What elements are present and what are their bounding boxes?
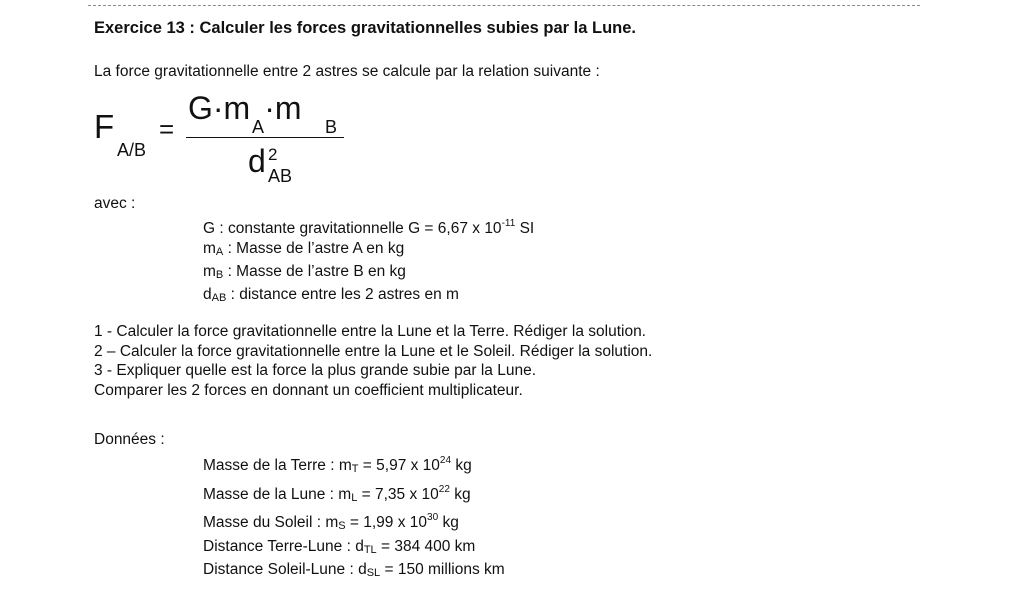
formula-lhs-sub: A/B (117, 140, 147, 160)
data-list (203, 451, 505, 584)
formula-num-sub-a: A (252, 117, 265, 137)
data-tl-value: = 384 400 km (376, 537, 476, 555)
data-sl-sub: SL (366, 567, 381, 579)
data-tl-sub: TL (363, 543, 377, 556)
question-1: 1 - Calculer la force gravitationnelle entre la Lune et la Terre. Rédiger la solution. (94, 323, 646, 340)
data-terre-sub: T (351, 463, 359, 475)
intro-text: La force gravitationnelle entre 2 astres se calcule par la relation suivante : (94, 63, 600, 80)
top-dashed-divider (88, 5, 920, 6)
definition-ma-sub: A (215, 246, 224, 258)
data-lune-sub: L (351, 491, 358, 504)
data-terre-value: = 5,97 x 10 (358, 457, 440, 474)
avec-label: avec : (94, 195, 136, 212)
definition-ma-symbol: m (203, 240, 216, 257)
data-tl-label: Distance Terre-Lune : d (203, 537, 364, 555)
definition-mb-symbol: m (203, 263, 216, 280)
formula-denominator: d (248, 143, 266, 179)
definition-g-exponent: -11 (501, 218, 516, 229)
formula-fraction-bar (186, 137, 344, 138)
question-3-compare: Comparer les 2 forces en donnant un coefficient multiplicateur. (94, 381, 523, 399)
definitions-list (203, 214, 534, 308)
questions-list (94, 322, 652, 400)
definition-g (203, 214, 534, 239)
data-soleil-lune (203, 560, 505, 584)
definition-mb-text: : Masse de l’astre B en kg (223, 263, 406, 280)
data-sl-value: = 150 millions km (380, 561, 505, 578)
formula-num-part1: G·m (188, 90, 251, 126)
definition-d-symbol: d (203, 286, 212, 303)
formula-num-sub-b: B (325, 117, 338, 137)
data-terre (203, 451, 505, 480)
formula-num-part2: ·m (264, 90, 302, 126)
question-2: 2 – Calculer la force gravitationnelle entre la Lune et le Soleil. Rédiger la solution. (94, 342, 653, 360)
formula-den-sup: 2 (268, 145, 278, 164)
definition-mb (203, 262, 534, 285)
data-lune (203, 480, 505, 509)
definition-d-text: : distance entre les 2 astres en m (226, 286, 459, 303)
formula-numerator (188, 92, 302, 124)
formula-equals: = (159, 114, 175, 144)
data-soleil (203, 508, 505, 537)
data-lune-label: Masse de la Lune : m (203, 485, 352, 503)
definition-d (203, 285, 534, 308)
formula-lhs: F (94, 108, 115, 145)
definition-d-sub: AB (211, 292, 227, 304)
data-soleil-sub: S (338, 520, 346, 532)
data-soleil-label: Masse du Soleil : m (203, 514, 339, 531)
definition-g-unit: SI (515, 220, 535, 237)
definition-ma-text: : Masse de l’astre A en kg (223, 240, 405, 257)
data-sl-label: Distance Soleil-Lune : d (203, 561, 367, 578)
definition-g-text: G : constante gravitationnelle G = 6,67 x 10 (203, 220, 502, 237)
data-lune-exponent: 22 (438, 483, 450, 495)
data-lune-value: = 7,35 x 10 (357, 485, 439, 503)
donnees-label: Données : (94, 431, 165, 448)
data-soleil-unit: kg (438, 514, 459, 531)
data-terre-lune (203, 537, 505, 561)
data-soleil-exponent: 30 (427, 512, 439, 523)
question-3: 3 - Expliquer quelle est la force la plus grande subie par la Lune. (94, 362, 537, 379)
data-terre-unit: kg (451, 457, 472, 474)
data-terre-label: Masse de la Terre : m (203, 457, 352, 474)
data-soleil-value: = 1,99 x 10 (345, 514, 428, 531)
data-lune-unit: kg (449, 485, 471, 503)
formula-den-sub: AB (268, 166, 293, 186)
definition-mb-sub: B (215, 269, 224, 281)
exercise-title: Exercice 13 : Calculer les forces gravitationnelles subies par la Lune. (94, 19, 636, 37)
data-terre-exponent: 24 (439, 455, 452, 466)
definition-ma (203, 239, 534, 262)
